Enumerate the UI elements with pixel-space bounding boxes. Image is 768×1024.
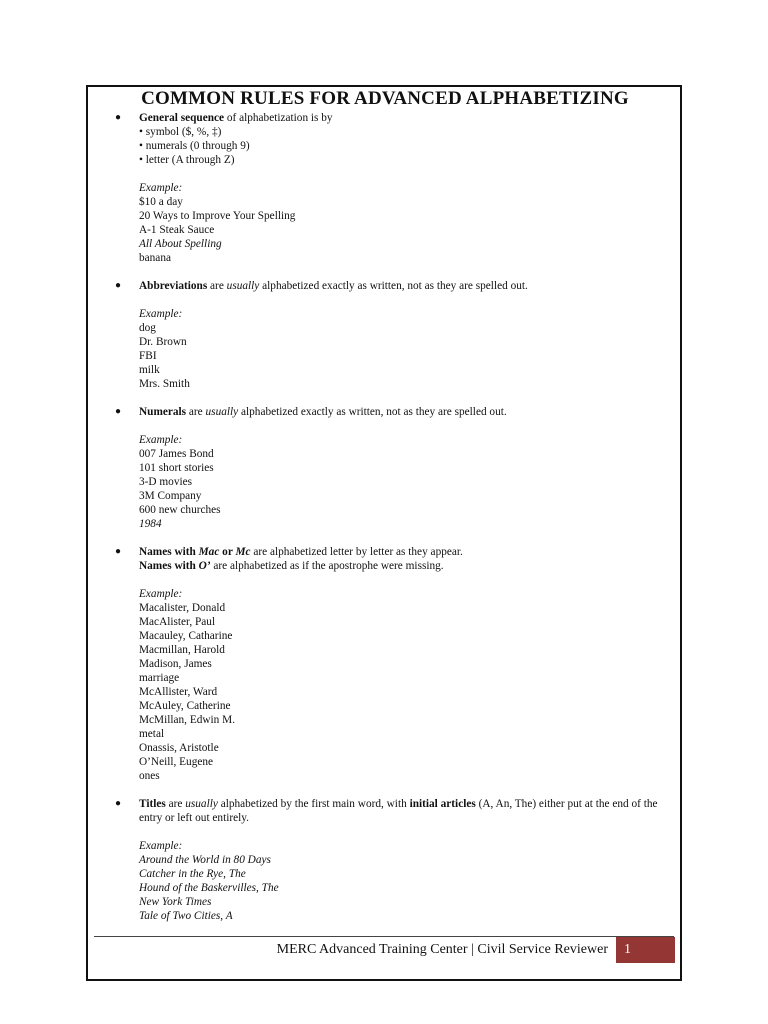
example-item: 3-D movies [139, 476, 193, 488]
footer-divider [94, 936, 674, 937]
rule-text: are alphabetized letter by letter as they appear. [250, 546, 463, 558]
rule-heading [139, 545, 669, 559]
example-item: Around the World in 80 Days [139, 854, 271, 866]
example-item: milk [139, 364, 160, 376]
rule-lead: Titles [139, 798, 166, 810]
rule-text: of alphabetization is by [224, 112, 333, 124]
rule-general-sequence [115, 111, 669, 265]
example-item: Macalister, Donald [139, 602, 226, 614]
bullet-icon: ● [115, 280, 122, 291]
example-label: Example: [139, 182, 183, 194]
example-item: Catcher in the Rye, The [139, 868, 246, 880]
example-item: McAllister, Ward [139, 686, 218, 698]
example-item: McMillan, Edwin M. [139, 714, 236, 726]
rule-heading [139, 111, 669, 125]
rule-heading [139, 405, 669, 419]
example-item: Dr. Brown [139, 336, 187, 348]
example-item: Macauley, Catharine [139, 630, 233, 642]
rule-text: (A, An, The) either put at the end of the entry or left out entirely. [139, 798, 658, 824]
example-item: 007 James Bond [139, 448, 214, 460]
example-item: Tale of Two Cities, A [139, 910, 233, 922]
example-item: Macmillan, Harold [139, 644, 225, 656]
rule-abbreviations [115, 279, 669, 391]
page-number: 1 [616, 937, 675, 963]
bullet-icon: ● [115, 406, 122, 417]
rule-text: are alphabetized as if the apostrophe were missing. [210, 560, 444, 572]
rules-content [115, 111, 669, 923]
sub-item: • symbol ($, %, ‡) [139, 126, 222, 138]
example-label: Example: [139, 840, 183, 852]
rule-text: alphabetized exactly as written, not as they are spelled out. [238, 406, 507, 418]
rule-text: are [207, 280, 227, 292]
example-item: FBI [139, 350, 157, 362]
example-item: Hound of the Baskervilles, The [139, 882, 279, 894]
example-item: McAuley, Catherine [139, 700, 231, 712]
rule-mac-mc-names [115, 545, 669, 783]
sub-item: • numerals (0 through 9) [139, 140, 250, 152]
bullet-icon: ● [115, 112, 122, 123]
example-item: 101 short stories [139, 462, 214, 474]
example-item: ones [139, 770, 160, 782]
example-label: Example: [139, 434, 183, 446]
sub-item: • letter (A through Z) [139, 154, 235, 166]
rule-text: alphabetized by the first main word, with [217, 798, 410, 810]
rule-lead: Abbreviations [139, 280, 208, 292]
example-item: 20 Ways to Improve Your Spelling [139, 210, 296, 222]
emphasis-o: O’ [198, 560, 211, 572]
rule-lead: General sequence [139, 112, 225, 124]
example-label: Example: [139, 588, 183, 600]
emphasis-usually: usually [185, 798, 218, 810]
emphasis-mac: Mac [198, 546, 220, 558]
example-item: metal [139, 728, 165, 740]
example-item: Madison, James [139, 658, 212, 670]
rule-text: are [186, 406, 206, 418]
example-item: A-1 Steak Sauce [139, 224, 215, 236]
example-item: New York Times [139, 896, 212, 908]
rule-heading [139, 797, 669, 825]
rule-text: alphabetized exactly as written, not as they are spelled out. [259, 280, 528, 292]
example-item: $10 a day [139, 196, 183, 208]
rule-lead: Names with [139, 560, 199, 572]
emphasis-mc: Mc [235, 546, 251, 558]
bullet-icon: ● [115, 546, 122, 557]
page-title: COMMON RULES FOR ADVANCED ALPHABETIZING [141, 88, 629, 109]
emphasis-usually: usually [205, 406, 239, 418]
example-item: All About Spelling [139, 238, 222, 250]
emphasis-initial-articles: initial articles [409, 798, 476, 810]
rule-titles [115, 797, 669, 923]
example-item: dog [139, 322, 156, 334]
example-item: Mrs. Smith [139, 378, 190, 390]
example-item: marriage [139, 672, 180, 684]
rule-lead: Names with [139, 546, 199, 558]
bullet-icon: ● [115, 798, 122, 809]
example-item: 1984 [139, 518, 162, 530]
emphasis-usually: usually [226, 280, 260, 292]
example-item: Onassis, Aristotle [139, 742, 219, 754]
example-item: banana [139, 252, 171, 264]
example-label: Example: [139, 308, 183, 320]
rule-heading [139, 559, 669, 573]
rule-lead: or [219, 546, 236, 558]
example-item: MacAlister, Paul [139, 616, 216, 628]
example-item: 600 new churches [139, 504, 221, 516]
rule-heading [139, 279, 669, 293]
example-item: O’Neill, Eugene [139, 756, 214, 768]
rule-text: are [165, 798, 186, 810]
example-item: 3M Company [139, 490, 202, 502]
rule-lead: Numerals [139, 406, 187, 418]
footer-text: MERC Advanced Training Center | Civil Service Reviewer [276, 942, 608, 957]
rule-numerals [115, 405, 669, 531]
